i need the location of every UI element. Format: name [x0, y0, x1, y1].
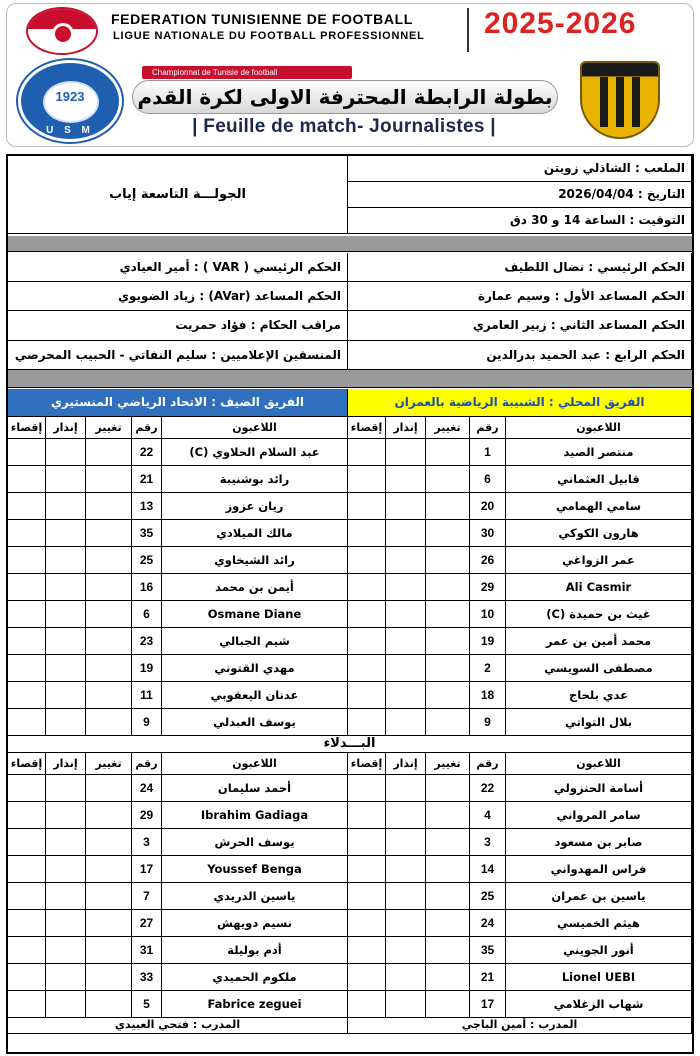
expulsion-cell[interactable] [348, 466, 386, 493]
player-number: 18 [470, 682, 506, 709]
player-number: 17 [132, 856, 162, 883]
away-coach: المدرب : فتحي العبيدي [8, 1018, 348, 1034]
table-row [8, 829, 692, 856]
table-row [8, 493, 692, 520]
media-coordinators: المنسقين الإعلاميين : سليم النفاتي - الحبيب المحرصي [8, 341, 348, 370]
player-name: أنور الجويني [506, 937, 692, 964]
column-header-change: تغيير [426, 753, 470, 775]
warning-cell[interactable] [386, 775, 426, 802]
player-number: 6 [132, 601, 162, 628]
lineup-header-row [8, 753, 692, 775]
sheet-title: | Feuille de match- Journalistes | [192, 116, 496, 137]
table-row [8, 802, 692, 829]
player-number: 35 [132, 520, 162, 547]
change-cell[interactable] [86, 964, 132, 991]
avar-referee: الحكم المساعد (AVar) : زياد الضويوي [8, 282, 348, 311]
expulsion-cell[interactable] [348, 802, 386, 829]
date-field: التاريخ : 2026/04/04 [348, 182, 691, 208]
round-label: الجولـــة التاسعة إياب [8, 156, 348, 234]
player-name: عمر الزواغي [506, 547, 692, 574]
player-name: ريان عزوز [162, 493, 348, 520]
expulsion-cell[interactable] [348, 601, 386, 628]
column-header-change: تغيير [86, 753, 132, 775]
change-cell[interactable] [86, 709, 132, 736]
player-number: 33 [132, 964, 162, 991]
change-cell[interactable] [426, 439, 470, 466]
table-row [8, 655, 692, 682]
warning-cell[interactable] [46, 493, 86, 520]
change-cell[interactable] [426, 682, 470, 709]
change-cell[interactable] [426, 802, 470, 829]
player-name: أسامة الحنزولي [506, 775, 692, 802]
column-header-change: تغيير [426, 417, 470, 439]
warning-cell[interactable] [46, 574, 86, 601]
change-cell[interactable] [86, 466, 132, 493]
coaches-row [8, 1018, 692, 1034]
player-name: أدم بوليلة [162, 937, 348, 964]
player-name: بلال التواتي [506, 709, 692, 736]
expulsion-cell[interactable] [8, 802, 46, 829]
change-cell[interactable] [426, 574, 470, 601]
player-number: 26 [470, 547, 506, 574]
expulsion-cell[interactable] [8, 682, 46, 709]
player-number: 24 [470, 910, 506, 937]
player-number: 27 [132, 910, 162, 937]
table-row [8, 856, 692, 883]
expulsion-cell[interactable] [8, 964, 46, 991]
change-cell[interactable] [426, 775, 470, 802]
player-name: منتصر الصيد [506, 439, 692, 466]
change-cell[interactable] [86, 937, 132, 964]
change-cell[interactable] [86, 574, 132, 601]
warning-cell[interactable] [386, 520, 426, 547]
change-cell[interactable] [426, 910, 470, 937]
change-cell[interactable] [86, 439, 132, 466]
host-coach: المدرب : أمين الباجي [348, 1018, 692, 1034]
warning-cell[interactable] [46, 910, 86, 937]
player-number: 19 [132, 655, 162, 682]
player-name: صابر بن مسعود [506, 829, 692, 856]
player-name: مصطفى السويسي [506, 655, 692, 682]
match-sheet [6, 154, 694, 1054]
column-header-warning: إنذار [386, 753, 426, 775]
warning-cell[interactable] [46, 829, 86, 856]
table-row [8, 964, 692, 991]
header-divider [467, 8, 469, 52]
change-cell[interactable] [426, 520, 470, 547]
player-name: Ibrahim Gadiaga [162, 802, 348, 829]
column-header-number: رقم [470, 417, 506, 439]
player-number: 29 [132, 802, 162, 829]
expulsion-cell[interactable] [348, 439, 386, 466]
assistant-referee-1: الحكم المساعد الأول : وسيم عمارة [348, 282, 692, 311]
expulsion-cell[interactable] [8, 439, 46, 466]
column-header-expulsion: إقصاء [8, 753, 46, 775]
player-number: 9 [132, 709, 162, 736]
column-header-warning: إنذار [386, 417, 426, 439]
player-number: 6 [470, 466, 506, 493]
player-name: قابيل العثماني [506, 466, 692, 493]
player-name: رائد بوشنيبة [162, 466, 348, 493]
warning-cell[interactable] [386, 547, 426, 574]
change-cell[interactable] [426, 547, 470, 574]
player-name: Fabrice zeguei [162, 991, 348, 1018]
column-header-players: اللاعبون [506, 753, 692, 775]
expulsion-cell[interactable] [348, 682, 386, 709]
expulsion-cell[interactable] [8, 547, 46, 574]
player-number: 21 [132, 466, 162, 493]
expulsion-cell[interactable] [8, 991, 46, 1018]
expulsion-cell[interactable] [348, 775, 386, 802]
expulsion-cell[interactable] [8, 601, 46, 628]
player-name: رائد الشيخاوي [162, 547, 348, 574]
player-name: هارون الكوكي [506, 520, 692, 547]
change-cell[interactable] [426, 628, 470, 655]
change-cell[interactable] [86, 802, 132, 829]
warning-cell[interactable] [386, 991, 426, 1018]
player-number: 13 [132, 493, 162, 520]
warning-cell[interactable] [46, 775, 86, 802]
player-name: مالك الميلادي [162, 520, 348, 547]
warning-cell[interactable] [386, 829, 426, 856]
table-row [8, 520, 692, 547]
player-name: عدنان اليعقوبي [162, 682, 348, 709]
change-cell[interactable] [86, 883, 132, 910]
warning-cell[interactable] [386, 574, 426, 601]
main-referee: الحكم الرئيسي : نضال اللطيف [348, 253, 692, 282]
player-number: 31 [132, 937, 162, 964]
player-name: ياسين الدريدي [162, 883, 348, 910]
expulsion-cell[interactable] [8, 829, 46, 856]
player-number: 30 [470, 520, 506, 547]
table-row [8, 991, 692, 1018]
player-name: محمد أمين بن عمر [506, 628, 692, 655]
change-cell[interactable] [426, 601, 470, 628]
player-number: 35 [470, 937, 506, 964]
change-cell[interactable] [426, 829, 470, 856]
player-number: 2 [470, 655, 506, 682]
usm-logo-icon: 1923 U S M [18, 60, 122, 142]
player-name: سامي الهمامي [506, 493, 692, 520]
warning-cell[interactable] [386, 655, 426, 682]
table-row [8, 937, 692, 964]
expulsion-cell[interactable] [8, 628, 46, 655]
player-name: يوسف الحرش [162, 829, 348, 856]
warning-cell[interactable] [46, 520, 86, 547]
expulsion-cell[interactable] [348, 937, 386, 964]
player-number: 11 [132, 682, 162, 709]
table-row [8, 439, 692, 466]
warning-cell[interactable] [386, 856, 426, 883]
player-name: ياسين بن عمران [506, 883, 692, 910]
expulsion-cell[interactable] [348, 574, 386, 601]
time-field: التوقيت : الساعة 14 و 30 دق [348, 208, 691, 234]
player-name: Youssef Benga [162, 856, 348, 883]
player-name: فراس المهدواني [506, 856, 692, 883]
player-number: 5 [132, 991, 162, 1018]
expulsion-cell[interactable] [8, 466, 46, 493]
change-cell[interactable] [86, 547, 132, 574]
player-number: 16 [132, 574, 162, 601]
host-club-logo-icon [574, 61, 666, 141]
expulsion-cell[interactable] [8, 655, 46, 682]
expulsion-cell[interactable] [348, 493, 386, 520]
table-row [8, 910, 692, 937]
expulsion-cell[interactable] [8, 709, 46, 736]
column-header-change: تغيير [86, 417, 132, 439]
player-number: 10 [470, 601, 506, 628]
host-team-band: الفريق المحلي : الشبيبة الرياضية بالعمران [348, 389, 692, 417]
column-header-expulsion: إقصاء [348, 417, 386, 439]
table-row [8, 574, 692, 601]
player-number: 25 [470, 883, 506, 910]
expulsion-cell[interactable] [8, 574, 46, 601]
warning-cell[interactable] [46, 937, 86, 964]
warning-cell[interactable] [46, 439, 86, 466]
substitutes-title-row [8, 736, 692, 753]
player-number: 24 [132, 775, 162, 802]
warning-cell[interactable] [46, 964, 86, 991]
expulsion-cell[interactable] [348, 829, 386, 856]
warning-cell[interactable] [386, 802, 426, 829]
player-number: 1 [470, 439, 506, 466]
warning-cell[interactable] [386, 709, 426, 736]
warning-cell[interactable] [46, 466, 86, 493]
match-info-block [8, 156, 692, 234]
table-row [8, 601, 692, 628]
player-name: يوسف العبدلي [162, 709, 348, 736]
warning-cell[interactable] [386, 601, 426, 628]
column-header-warning: إنذار [46, 417, 86, 439]
warning-cell[interactable] [386, 493, 426, 520]
player-name: غيث بن حميدة (C) [506, 601, 692, 628]
separator-bar [8, 236, 692, 252]
federation-title: FEDERATION TUNISIENNE DE FOOTBALL [111, 11, 413, 27]
warning-cell[interactable] [386, 937, 426, 964]
championship-ribbon: Championnat de Tunisie de football [142, 66, 352, 79]
change-cell[interactable] [86, 910, 132, 937]
warning-cell[interactable] [46, 883, 86, 910]
player-name: أيمن بن محمد [162, 574, 348, 601]
warning-cell[interactable] [46, 802, 86, 829]
player-name: ملكوم الحميدي [162, 964, 348, 991]
table-row [8, 775, 692, 802]
change-cell[interactable] [86, 601, 132, 628]
expulsion-cell[interactable] [8, 910, 46, 937]
change-cell[interactable] [426, 991, 470, 1018]
warning-cell[interactable] [46, 601, 86, 628]
player-number: 3 [470, 829, 506, 856]
column-header-number: رقم [470, 753, 506, 775]
player-number: 25 [132, 547, 162, 574]
fourth-official: الحكم الرابع : عبد الحميد بدرالدين [348, 341, 692, 370]
ftf-logo-icon [26, 7, 98, 55]
referee-observer: مراقب الحكام : فؤاد حمريت [8, 311, 348, 341]
player-number: 17 [470, 991, 506, 1018]
table-row [8, 466, 692, 493]
expulsion-cell[interactable] [348, 547, 386, 574]
warning-cell[interactable] [386, 910, 426, 937]
change-cell[interactable] [86, 856, 132, 883]
player-number: 22 [132, 439, 162, 466]
expulsion-cell[interactable] [8, 883, 46, 910]
warning-cell[interactable] [46, 709, 86, 736]
change-cell[interactable] [426, 937, 470, 964]
warning-cell[interactable] [386, 964, 426, 991]
change-cell[interactable] [426, 655, 470, 682]
player-number: 7 [132, 883, 162, 910]
player-number: 14 [470, 856, 506, 883]
player-number: 9 [470, 709, 506, 736]
player-name: Ali Casmir [506, 574, 692, 601]
expulsion-cell[interactable] [8, 856, 46, 883]
column-header-players: اللاعبون [506, 417, 692, 439]
player-name: مهدي القتوني [162, 655, 348, 682]
expulsion-cell[interactable] [8, 520, 46, 547]
warning-cell[interactable] [46, 628, 86, 655]
change-cell[interactable] [86, 682, 132, 709]
column-header-number: رقم [132, 417, 162, 439]
change-cell[interactable] [86, 628, 132, 655]
away-team-band: الفريق الضيف : الاتحاد الرياضي المنستيري [8, 389, 348, 417]
warning-cell[interactable] [46, 856, 86, 883]
expulsion-cell[interactable] [348, 964, 386, 991]
change-cell[interactable] [86, 991, 132, 1018]
warning-cell[interactable] [46, 547, 86, 574]
change-cell[interactable] [426, 883, 470, 910]
expulsion-cell[interactable] [348, 991, 386, 1018]
player-name: نسيم دويهش [162, 910, 348, 937]
warning-cell[interactable] [46, 991, 86, 1018]
season-label: 2025-2026 [484, 7, 637, 40]
table-row [8, 628, 692, 655]
expulsion-cell[interactable] [8, 775, 46, 802]
sheet-header [0, 0, 700, 150]
expulsion-cell[interactable] [348, 520, 386, 547]
table-row [8, 547, 692, 574]
assistant-referee-2: الحكم المساعد الثاني : زبير العامري [348, 311, 692, 341]
warning-cell[interactable] [386, 439, 426, 466]
column-header-expulsion: إقصاء [8, 417, 46, 439]
player-number: 23 [132, 628, 162, 655]
column-header-warning: إنذار [46, 753, 86, 775]
expulsion-cell[interactable] [348, 709, 386, 736]
var-referee: الحكم الرئيسي ( VAR ) : أمير العيادي [8, 253, 348, 282]
expulsion-cell[interactable] [348, 655, 386, 682]
warning-cell[interactable] [386, 682, 426, 709]
player-name: عبد السلام الحلاوي (C) [162, 439, 348, 466]
table-row [8, 709, 692, 736]
expulsion-cell[interactable] [348, 910, 386, 937]
change-cell[interactable] [426, 856, 470, 883]
player-number: 19 [470, 628, 506, 655]
league-subtitle: LIGUE NATIONALE DU FOOTBALL PROFESSIONNEL [113, 30, 425, 42]
expulsion-cell[interactable] [348, 883, 386, 910]
change-cell[interactable] [86, 775, 132, 802]
column-header-number: رقم [132, 753, 162, 775]
change-cell[interactable] [426, 964, 470, 991]
substitutes-title: البـــدلاء [8, 736, 692, 753]
player-name: هيثم الخميسي [506, 910, 692, 937]
warning-cell[interactable] [386, 883, 426, 910]
player-number: 22 [470, 775, 506, 802]
player-name: Lionel UEBI [506, 964, 692, 991]
player-name: شيم الجبالي [162, 628, 348, 655]
warning-cell[interactable] [386, 466, 426, 493]
player-name: Osmane Diane [162, 601, 348, 628]
change-cell[interactable] [426, 709, 470, 736]
player-number: 21 [470, 964, 506, 991]
warning-cell[interactable] [46, 655, 86, 682]
change-cell[interactable] [86, 493, 132, 520]
player-name: عدي بلحاج [506, 682, 692, 709]
change-cell[interactable] [86, 520, 132, 547]
player-name: سامر المرواني [506, 802, 692, 829]
warning-cell[interactable] [386, 628, 426, 655]
player-number: 29 [470, 574, 506, 601]
column-header-expulsion: إقصاء [348, 753, 386, 775]
expulsion-cell[interactable] [348, 856, 386, 883]
separator-bar [8, 370, 692, 388]
change-cell[interactable] [426, 466, 470, 493]
change-cell[interactable] [86, 829, 132, 856]
lineup-header-row [8, 417, 692, 439]
stadium-field: الملعب : الشاذلي زويتن [348, 156, 691, 182]
column-header-players: اللاعبون [162, 417, 348, 439]
change-cell[interactable] [426, 493, 470, 520]
table-row [8, 883, 692, 910]
player-number: 4 [470, 802, 506, 829]
table-row [8, 682, 692, 709]
expulsion-cell[interactable] [8, 937, 46, 964]
player-number: 20 [470, 493, 506, 520]
column-header-players: اللاعبون [162, 753, 348, 775]
change-cell[interactable] [86, 655, 132, 682]
player-number: 3 [132, 829, 162, 856]
player-name: شهاب الزغلامي [506, 991, 692, 1018]
player-name: أحمد سليمان [162, 775, 348, 802]
league-title-arabic: بطولة الرابطة المحترفة الاولى لكرة القدم [132, 80, 558, 114]
expulsion-cell[interactable] [8, 493, 46, 520]
warning-cell[interactable] [46, 682, 86, 709]
expulsion-cell[interactable] [348, 628, 386, 655]
